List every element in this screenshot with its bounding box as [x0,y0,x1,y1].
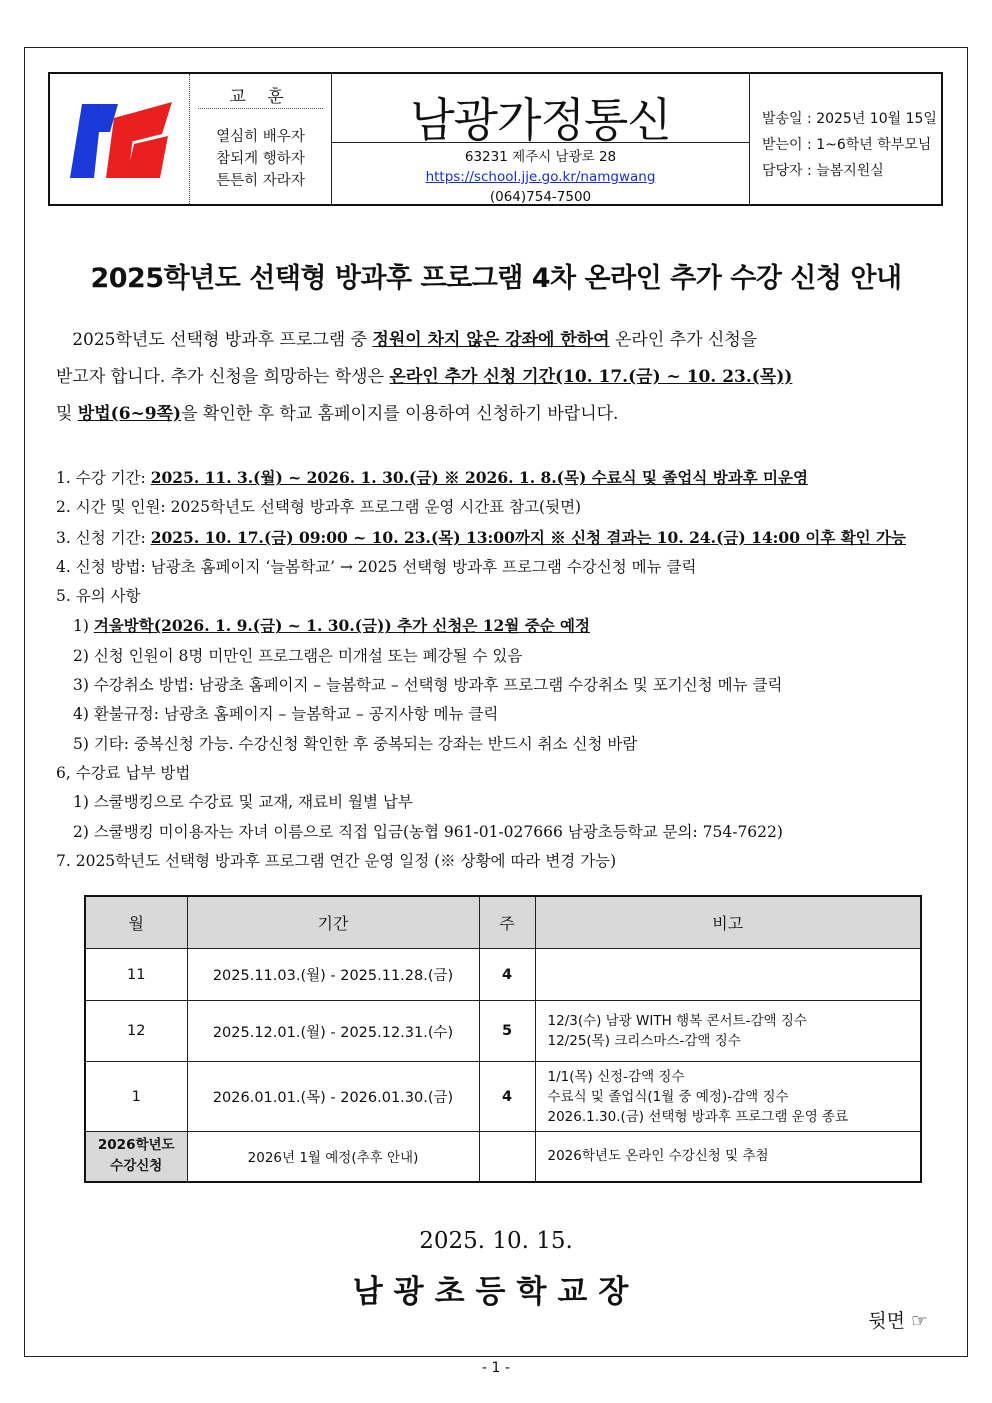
cell-notes: 1/1(목) 신정-감액 징수 수료식 및 졸업식(1월 중 예정)-감액 징수 2026.1.30.(금) 선택형 방과후 프로그램 운영 종료 [535,1062,921,1132]
list-item: 1. 수강 기간: 2025. 11. 3.(월) ~ 2026. 1. 30.(금) ※ 2026. 1. 8.(목) 수료식 및 졸업식 방과후 미운영 [56,468,808,487]
cell-period: 2025.11.03.(월) - 2025.11.28.(금) [187,949,479,1001]
list-item: 4) 환불규정: 남광초 홈페이지 – 늘봄학교 – 공지사항 메뉴 클릭 [73,705,499,724]
issue-date: 2025. 10. 15. [419,1228,573,1254]
cell-month: 2026학년도 수강신청 [85,1132,187,1182]
intro-emphasis: 방법(6~9쪽) [77,404,182,424]
intro-text: 온라인 추가 신청을 [609,330,758,350]
list-item: 2) 스쿨뱅킹 미이용자는 자녀 이름으로 직접 입금(농협 961-01-027666 남광초등학교 문의: 754-7622) [73,822,783,841]
table-row [85,1062,921,1132]
list-item: 5. 유의 사항 [56,587,141,606]
motto-line-1: 열심히 배우자 [216,129,305,145]
intro-emphasis: 정원이 차지 않은 강좌에 한하여 [372,330,610,350]
motto-line-3: 튼튼히 자라자 [216,173,305,189]
intro-text: 을 확인한 후 학교 홈페이지를 이용하여 신청하기 바랍니다. [181,404,619,424]
cell-weeks [479,1132,535,1182]
cell-weeks: 5 [479,1001,535,1062]
school-logo [50,74,190,204]
intro-emphasis: 온라인 추가 신청 기간(10. 17.(금) ~ 10. 23.(목)) [389,367,793,387]
school-phone: (064)754-7500 [489,189,592,205]
list-item: 5) 기타: 중복신청 가능. 수강신청 확인한 후 중복되는 강좌는 반드시 취소 신청 바람 [73,734,638,753]
cell-month: 1 [85,1062,187,1132]
send-date: 발송일 : 2025년 10월 15일 [762,111,937,127]
cell-period: 2026년 1월 예정(추후 안내) [187,1132,479,1182]
cell-notes: 2026학년도 온라인 수강신청 및 추첨 [535,1132,921,1182]
school-url-link[interactable]: https://school.jje.go.kr/namgwang [425,169,656,185]
table-row [85,949,921,1001]
list-item: 2) 신청 인원이 8명 미만인 프로그램은 미개설 또는 폐강될 수 있음 [73,646,523,665]
list-item: 2. 시간 및 인원: 2025학년도 선택형 방과후 프로그램 운영 시간표 참고(뒷면) [56,498,582,517]
cell-month: 11 [85,949,187,1001]
col-header-period: 기간 [187,896,479,949]
list-item: 1) 겨울방학(2026. 1. 9.(금) ~ 1. 30.(금)) 추가 신청은 12월 중순 예정 [73,616,590,636]
cell-weeks: 4 [479,1062,535,1132]
schedule-table [84,895,922,1183]
motto-line-2: 참되게 행하자 [216,151,305,167]
school-address: 63231 제주시 남광로 28 [464,149,617,165]
newsletter-title: 남광가정통신 [410,93,671,147]
notice-items [56,463,936,876]
cell-notes [535,949,921,1001]
recipients: 받는이 : 1~6학년 학부모님 [762,137,932,153]
list-item: 4. 신청 방법: 남광초 홈페이지 ‘늘봄학교’ → 2025 선택형 방과후 프로그램 수강신청 메뉴 클릭 [56,557,697,576]
list-item: 6, 수강료 납부 방법 [56,763,191,782]
cell-month: 12 [85,1001,187,1062]
cell-weeks: 4 [479,949,535,1001]
list-item: 1) 스쿨뱅킹으로 수강료 및 교재, 재료비 월별 납부 [73,793,413,812]
school-motto [190,74,332,204]
intro-text: 및 [56,404,78,424]
col-header-notes: 비고 [535,896,921,949]
list-item: 3. 신청 기간: 2025. 10. 17.(금) 09:00 ~ 10. 23.(목) 13:00까지 ※ 신청 결과는 10. 24.(금) 14:00 이후 확인 가능 [56,527,907,547]
page-number: - 1 - [482,1360,510,1376]
table-row [85,1001,921,1062]
motto-title: 교 훈 [229,87,292,107]
col-header-month: 월 [85,896,187,949]
delivery-meta [750,74,941,204]
intro-text: 받고자 합니다. 추가 신청을 희망하는 학생은 [56,367,390,387]
principal-signature: 남광초등학교장 [352,1274,640,1310]
cell-period: 2026.01.01.(목) - 2026.01.30.(금) [187,1062,479,1132]
list-item: 7. 2025학년도 선택형 방과후 프로그램 연간 운영 일정 (※ 상황에 따라 변경 가능) [56,851,617,870]
title-block [332,74,750,204]
list-item: 3) 수강취소 방법: 남광초 홈페이지 – 늘봄학교 – 선택형 방과후 프로그램 수강취소 및 포기신청 메뉴 클릭 [73,676,783,695]
col-header-weeks: 주 [479,896,535,949]
cell-notes: 12/3(수) 남광 WITH 행복 콘서트-감액 징수 12/25(목) 크리스마스-감액 징수 [535,1001,921,1062]
school-logo-icon [50,74,190,204]
intro-text: 2025학년도 선택형 방과후 프로그램 중 [72,330,373,350]
table-row [85,1132,921,1182]
intro-paragraph [56,322,936,433]
notice-headline: 2025학년도 선택형 방과후 프로그램 4차 온라인 추가 수강 신청 안내 [90,263,902,294]
cell-period: 2025.12.01.(월) - 2025.12.31.(수) [187,1001,479,1062]
newsletter-header [48,72,943,206]
next-page-link: 뒷면 ☞ [868,1310,928,1332]
contact: 담당자 : 늘봄지원실 [762,163,884,179]
